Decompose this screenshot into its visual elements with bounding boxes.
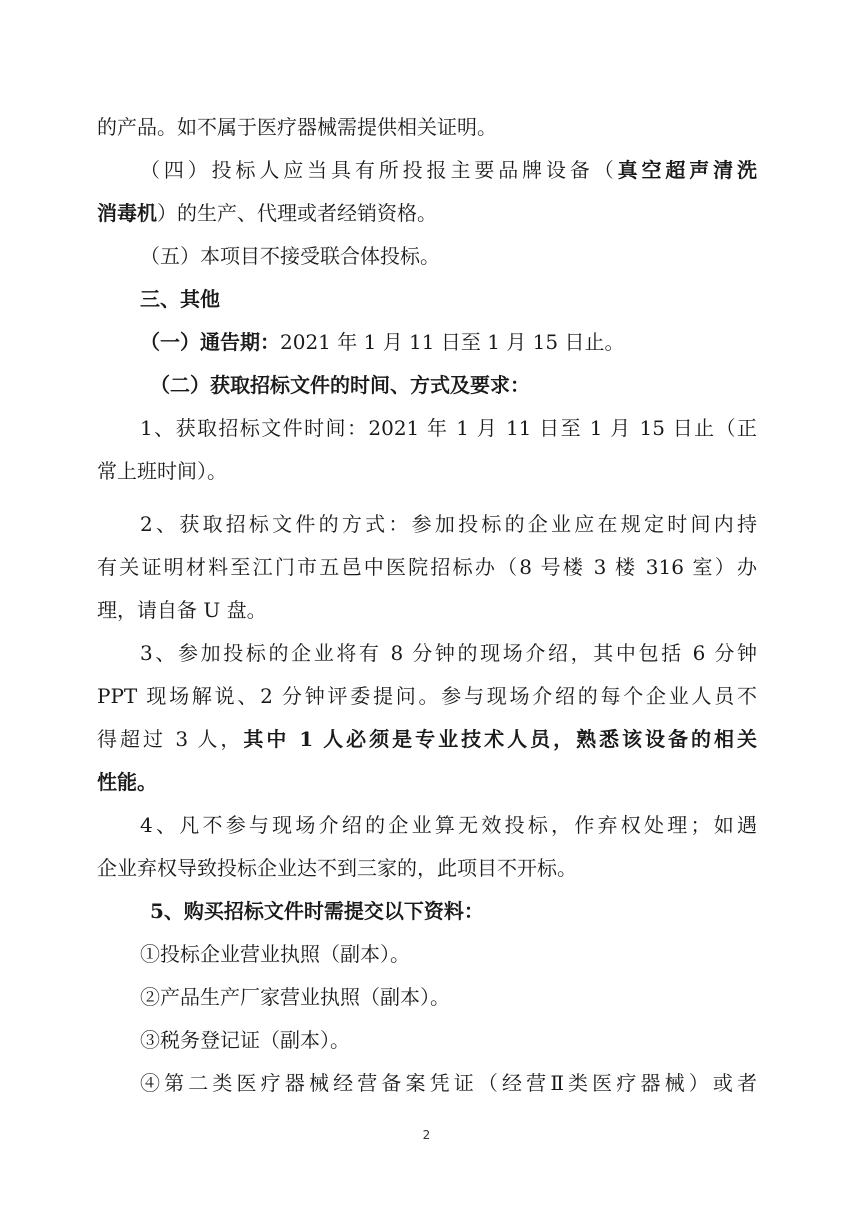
line-text: ④第二类医疗器械经营备案凭证（经营Ⅱ类医疗器械）或者	[140, 1071, 757, 1095]
text-line	[140, 330, 757, 354]
text-line	[97, 459, 757, 483]
text-line	[97, 115, 757, 139]
line-text: 1、获取招标文件时间：2021 年 1 月 11 日至 1 月 15 日止（正	[140, 416, 757, 440]
line-text: 2、获取招标文件的方式：参加投标的企业应在规定时间内持	[140, 512, 757, 536]
line-text-bold: （二）获取招标文件的时间、方式及要求：	[150, 373, 530, 397]
line-text-bold: 消毒机	[97, 201, 157, 225]
text-line	[140, 244, 757, 268]
text-line	[140, 942, 757, 966]
text-line	[140, 158, 757, 182]
text-line	[140, 1028, 757, 1052]
line-text: 有关证明材料至江门市五邑中医院招标办（8 号楼 3 楼 316 室）办	[97, 555, 757, 579]
line-text: （五）本项目不接受联合体投标。	[140, 244, 440, 268]
line-text: （四）投标人应当具有所投报主要品牌设备（	[140, 158, 618, 182]
text-line	[140, 813, 757, 837]
line-text-bold: 5、购买招标文件时需提交以下资料：	[150, 899, 484, 923]
section-heading	[140, 287, 757, 311]
text-line	[97, 201, 757, 225]
text-line	[140, 1071, 757, 1095]
text-line	[140, 416, 757, 440]
line-text: PPT 现场解说、2 分钟评委提问。参与现场介绍的每个企业人员不	[97, 684, 757, 708]
line-text: 常上班时间）。	[97, 459, 227, 483]
line-text: 企业弃权导致投标企业达不到三家的，此项目不开标。	[97, 856, 577, 880]
line-text: 4、凡不参与现场介绍的企业算无效投标，作弃权处理；如遇	[140, 813, 757, 837]
line-text: ②产品生产厂家营业执照（副本）。	[140, 985, 450, 1009]
line-text-bold: 性能。	[97, 770, 157, 794]
text-line	[97, 555, 757, 579]
line-text-bold: 三、其他	[140, 287, 220, 311]
line-text: 2021 年 1 月 11 日至 1 月 15 日止。	[280, 330, 625, 354]
line-text: 3、参加投标的企业将有 8 分钟的现场介绍，其中包括 6 分钟	[140, 641, 757, 665]
text-line	[97, 727, 757, 751]
text-line	[97, 770, 757, 794]
subsection-heading	[150, 899, 757, 923]
line-text: ①投标企业营业执照（副本）。	[140, 942, 410, 966]
line-text: 的产品。如不属于医疗器械需提供相关证明。	[97, 115, 497, 139]
text-line	[140, 512, 757, 536]
line-text-bold: 其中 1 人必须是专业技术人员，熟悉该设备的相关	[243, 727, 757, 751]
line-text-bold: （一）通告期：	[140, 330, 280, 354]
text-line	[140, 985, 757, 1009]
text-line	[97, 684, 757, 708]
line-text: ）的生产、代理或者经销资格。	[157, 201, 437, 225]
line-text-bold: 真空超声清洗	[617, 158, 757, 182]
text-line	[140, 641, 757, 665]
line-text: 理，请自备 U 盘。	[97, 598, 267, 622]
line-text: ③税务登记证（副本）。	[140, 1028, 350, 1052]
line-text: 得超过 3 人，	[97, 727, 244, 751]
page-number: 2	[422, 1128, 431, 1142]
text-line	[97, 598, 757, 622]
text-line	[97, 856, 757, 880]
subsection-heading	[150, 373, 757, 397]
